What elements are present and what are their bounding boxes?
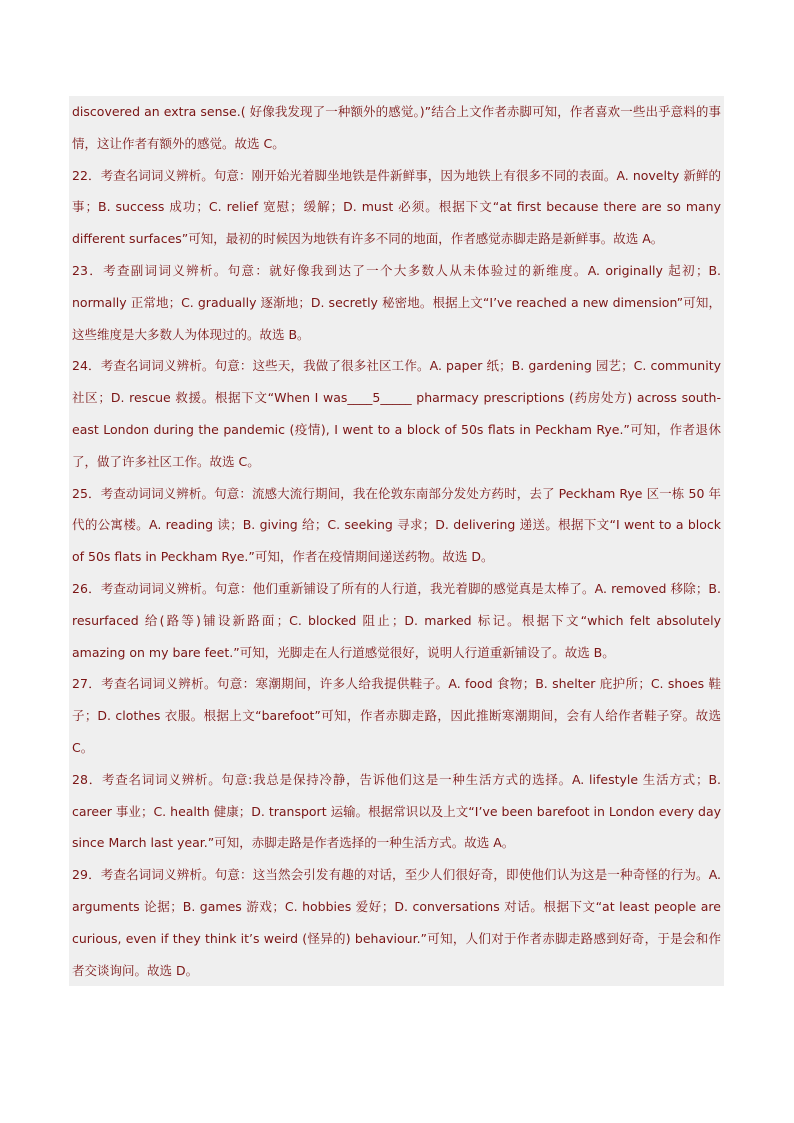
paragraph-continuation: discovered an extra sense.( 好像我发现了一种额外的感觉。)”结合上文作者赤脚可知，作者喜欢一些出乎意料的事情，这让作者有额外的感觉。故选 C。 bbox=[72, 104, 721, 151]
explanation-24: 24．考查名词词义辨析。句意：这些天，我做了很多社区工作。A. paper 纸；B. gardening 园艺；C. community 社区；D. rescue 救援。根据下文“When I was____5_____ pharmacy prescriptions (药房处方) across south-east London during the pandemic (疫情), I went to a block of 50s flats in Peckham Rye.”可知，作者退休了，做了许多社区工作。故选 C。 bbox=[72, 358, 721, 469]
explanation-23: 23．考查副词词义辨析。句意：就好像我到达了一个大多数人从未体验过的新维度。A. originally 起初；B. normally 正常地；C. gradually 逐渐地；D. secretly 秘密地。根据上文“I’ve reached a new dimension”可知，这些维度是大多数人为体现过的。故选 B。 bbox=[72, 262, 721, 342]
explanation-27: 27．考查名词词义辨析。句意：寒潮期间，许多人给我提供鞋子。A. food 食物；B. shelter 庇护所；C. shoes 鞋子；D. clothes 衣服。根据上文“barefoot”可知，作者赤脚走路，因此推断寒潮期间，会有人给作者鞋子穿。故选 C。 bbox=[72, 676, 721, 755]
explanation-22: 22．考查名词词义辨析。句意：刚开始光着脚坐地铁是件新鲜事，因为地铁上有很多不同的表面。A. novelty 新鲜的事；B. success 成功；C. relief 宽慰；缓解；D. must 必须。根据下文“at first because there are so many different surfaces”可知，最初的时候因为地铁有许多不同的地面，作者感觉赤脚走路是新鲜事。故选 A。 bbox=[72, 167, 721, 247]
answer-explanations bbox=[69, 96, 724, 986]
explanation-28: 28．考查名词词义辨析。句意:我总是保持冷静，告诉他们这是一种生活方式的选择。A. lifestyle 生活方式；B. career 事业；C. health 健康；D. transport 运输。根据常识以及上文“I’ve been barefoot in London every day since March last year.”可知，赤脚走路是作者选择的一种生活方式。故选 A。 bbox=[72, 771, 721, 851]
explanation-26: 26．考查动词词义辨析。句意：他们重新铺设了所有的人行道，我光着脚的感觉真是太棒了。A. removed 移除；B. resurfaced 给(路等)铺设新路面；C. blocked 阻止；D. marked 标记。根据下文“which felt absolutely amazing on my bare feet.”可知，光脚走在人行道感觉很好，说明人行道重新铺设了。故选 B。 bbox=[72, 580, 721, 660]
explanation-29: 29．考查名词词义辨析。句意：这当然会引发有趣的对话，至少人们很好奇，即使他们认为这是一种奇怪的行为。A. arguments 论据；B. games 游戏；C. hobbies 爱好；D. conversations 对话。根据下文“at least people are curious, even if they think it’s weird (怪异的) behaviour.”可知，人们对于作者赤脚走路感到好奇，于是会和作者交谈询问。故选 D。 bbox=[72, 867, 721, 978]
explanation-25: 25．考查动词词义辨析。句意：流感大流行期间，我在伦敦东南部分发处方药时，去了 Peckham Rye 区一栋 50 年代的公寓楼。A. reading 读；B. giving 给；C. seeking 寻求；D. delivering 递送。根据下文“I went to a block of 50s flats in Peckham Rye.”可知，作者在疫情期间递送药物。故选 D。 bbox=[72, 485, 721, 565]
